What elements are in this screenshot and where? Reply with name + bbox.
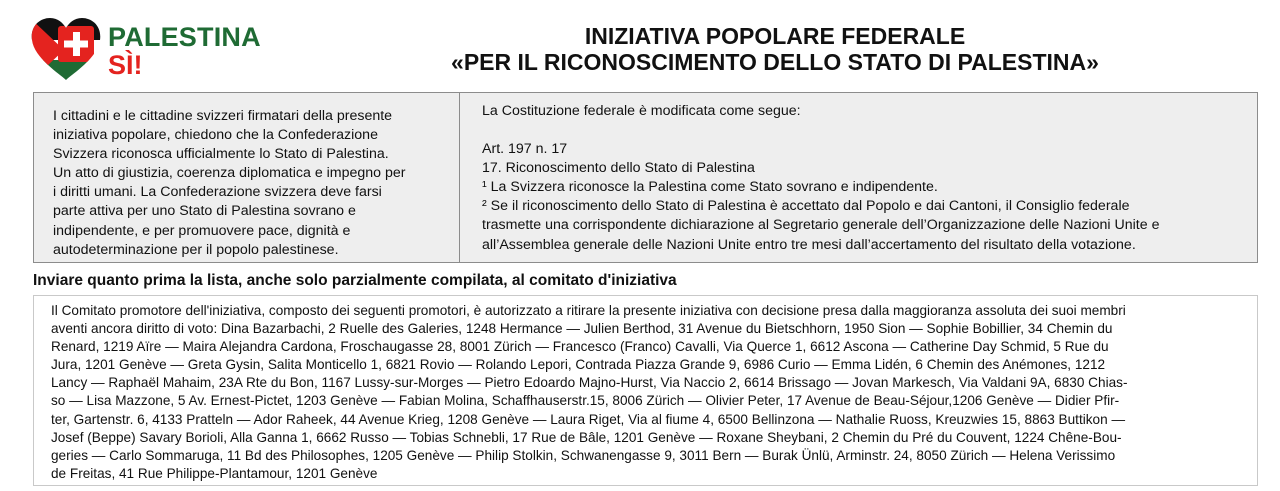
committee-line: Lancy — Raphaël Mahaim, 23A Rte du Bon, 1167 Lussy-sur-Morges — Pietro Edoardo Majno-Hurst, Via Naccio 2, 6614 Brissago — Jovan Markesch, Via Valdani 9A, 6830 Chias- (51, 375, 1128, 391)
intro-line: Svizzera riconosca ufficialmente lo Stato di Palestina. (53, 146, 389, 163)
logo-text-palestina: PALESTINA (108, 22, 261, 52)
constitution-text (482, 102, 1252, 255)
committee-line: aventi ancora diritto di voto: Dina Bazarbachi, 2 Ruelle des Galeries, 1248 Hermance — Julien Berthod, 31 Avenue du Bietschhorn, 1950 Sion — Sophie Bobillier, 34 Chemin du (51, 321, 1113, 337)
initiative-text-box (33, 92, 1258, 263)
article-paragraph-2: all’Assemblea generale delle Nazioni Unite entro tre mesi dall’accertamento del risultato della votazione. (482, 236, 1136, 253)
committee-line: Renard, 1219 Aïre — Maira Alejandra Cardona, Froschaugasse 28, 8001 Zürich — Francesco (Franco) Cavalli, Via Querce 1, 6612 Ascona — Catherine Day Schmid, 5 Rue du (51, 339, 1109, 355)
committee-line: Il Comitato promotore dell'iniziativa, composto dei seguenti promotori, è autorizzato a ritirare la presente iniziativa con decisione presa dalla maggioranza assoluta dei suoi membri (51, 303, 1126, 318)
intro-line: Un atto di giustizia, coerenza diplomatica e impegno per (53, 165, 406, 182)
committee-line: so — Lisa Mazzone, 5 Av. Ernest-Pictet, 1203 Genève — Fabian Molina, Schaffhauserstr.15, 8006 Zürich — Olivier Peter, 17 Avenue de Beau-Séjour,1206 Genève — Didier Pfir- (51, 393, 1120, 409)
intro-line: i diritti umani. La Confederazione svizzera deve farsi (53, 184, 382, 201)
article-paragraph-2: ² Se il riconoscimento dello Stato di Palestina è accettato dal Popolo e dai Cantoni, il Consiglio federale (482, 198, 1130, 215)
intro-paragraph (53, 107, 449, 260)
committee-box (33, 295, 1258, 486)
article-paragraph-2: trasmette una corrispondente dichiarazione al Segretario generale dell’Organizzazione delle Nazioni Unite e (482, 217, 1160, 234)
palestina-si-logo (30, 18, 261, 82)
committee-line: Josef (Beppe) Savary Borioli, Alla Ganna 1, 6662 Russo — Tobias Schnebli, 17 Rue de Bâle, 1201 Genève — Roxane Sheybani, 2 Chemin du Pré du Couvent, 1224 Chêne-Bou- (51, 429, 1122, 445)
committee-line: de Freitas, 41 Rue Philippe-Plantamour, 1201 Genève (51, 465, 378, 481)
intro-line: parte attiva per uno Stato di Palestina sovrano e (53, 203, 356, 220)
article-heading: 17. Riconoscimento dello Stato di Palestina (482, 160, 755, 177)
committee-line: Jura, 1201 Genève — Greta Gysin, Salita Monticello 1, 6821 Rovio — Rolando Lepori, Contrada Piazza Grande 9, 6986 Curio — Emma Lidén, 6 Chemin des Anémones, 1212 (51, 357, 1106, 373)
committee-text (51, 302, 1246, 483)
send-notice: Inviare quanto prima la lista, anche solo parzialmente compilata, al comitato d'iniziativa (33, 272, 677, 289)
article-paragraph-1: ¹ La Svizzera riconosce la Palestina come Stato sovrano e indipendente. (482, 179, 938, 196)
committee-line: geries — Carlo Sommaruga, 11 Bd des Philosophes, 1205 Genève — Philip Stolkin, Schwanengasse 9, 3011 Bern — Burak Ünlü, Arminstr. 24, 8050 Zürich — Helena Verissimo (51, 447, 1116, 463)
logo-text-si: SÌ! (108, 50, 143, 80)
intro-line: indipendente, e per promuovere pace, dignità e (53, 222, 351, 239)
intro-line: I cittadini e le cittadine svizzeri firmatari della presente (53, 108, 393, 124)
intro-line: autodeterminazione per il popolo palestinese. (53, 241, 339, 258)
column-divider (459, 93, 460, 262)
heart-flag-icon (30, 18, 102, 82)
article-number: Art. 197 n. 17 (482, 141, 568, 158)
intro-line: iniziativa popolare, chiedono che la Confederazione (53, 127, 378, 144)
committee-line: ter, Gartenstr. 6, 4133 Pratteln — Ador Raheek, 44 Avenue Krieg, 1208 Genève — Laura Riget, Via al fiume 4, 6500 Bellinzona — Nathalie Ruoss, Kreuzwies 15, 8863 Buttikon — (51, 411, 1126, 427)
page-title-line1: INIZIATIVA POPOLARE FEDERALE (584, 23, 966, 49)
page-title-line2: «PER IL RICONOSCIMENTO DELLO STATO DI PALESTINA» (451, 49, 1099, 75)
constitution-intro: La Costituzione federale è modificata come segue: (482, 103, 801, 119)
